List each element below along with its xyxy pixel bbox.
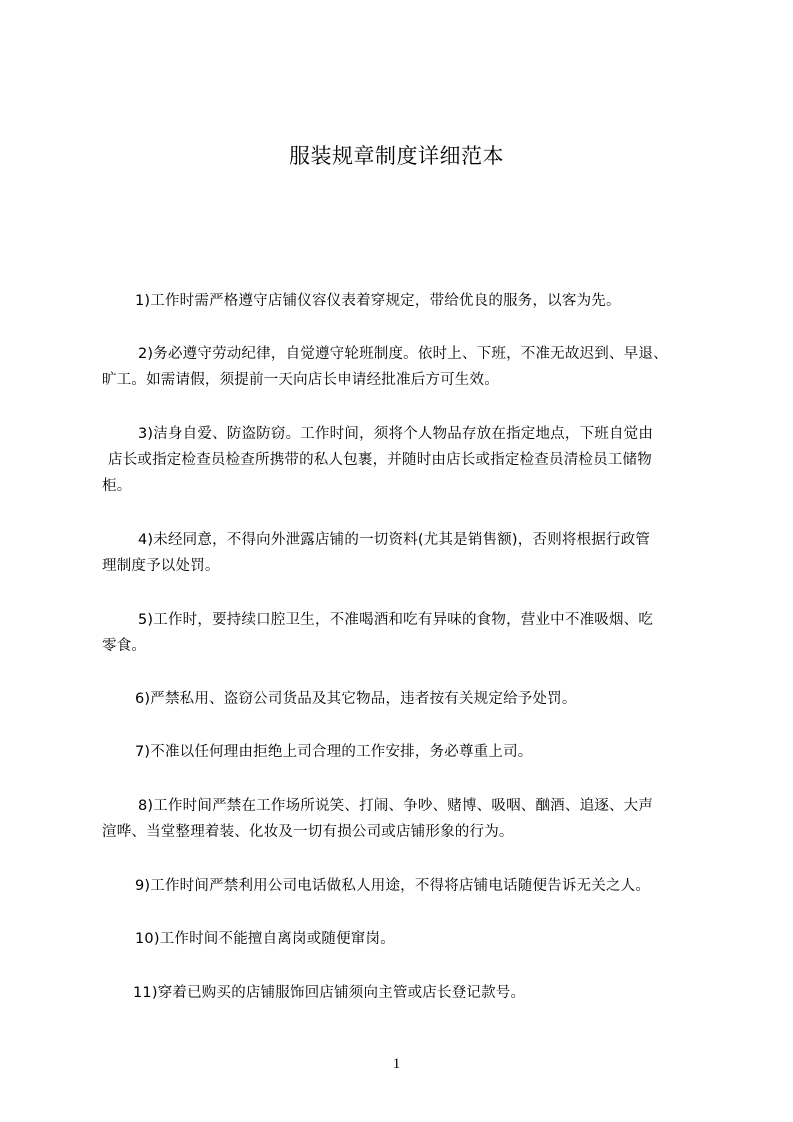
rule-10-line-1: 10)工作时间不能擅自离岗或随便窜岗。 xyxy=(135,931,395,947)
rule-11-line-1: 11)穿着已购买的店铺服饰回店铺须向主管或店长登记款号。 xyxy=(133,985,526,1001)
rule-10 xyxy=(102,926,708,952)
rule-3 xyxy=(102,421,708,499)
rule-8-line-2: 渲哗、当堂整理着装、化妆及一切有损公司或店铺形象的行为。 xyxy=(102,824,514,840)
rule-4 xyxy=(102,527,708,579)
rule-6 xyxy=(102,686,708,712)
rule-3-line-2: 店长或指定检查员检查所携带的私人包裹，并随时由店长或指定检查员清检员工储物 xyxy=(108,452,652,468)
rule-4-line-2: 理制度予以处罚。 xyxy=(102,558,220,574)
rule-5-line-1: 5)工作时，要持续口腔卫生，不准喝酒和吃有异味的食物，营业中不准吸烟、吃 xyxy=(138,612,654,628)
rule-3-line-1: 3)洁身自爱、防盗防窃。工作时间，须将个人物品存放在指定地点，下班自觉由 xyxy=(138,426,654,442)
rule-7 xyxy=(102,739,708,765)
rule-5-line-2: 零食。 xyxy=(102,638,147,654)
rule-2-line-1: 2)务必遵守劳动纪律，自觉遵守轮班制度。依时上、下班，不准无故迟到、早退、 xyxy=(138,346,668,362)
page-title: 服装规章制度详细范本 xyxy=(289,144,504,168)
rule-5 xyxy=(102,607,708,659)
page-number: 1 xyxy=(392,1056,401,1072)
rule-9-line-1: 9)工作时间严禁利用公司电话做私人用途，不得将店铺电话随便告诉无关之人。 xyxy=(135,878,651,894)
rule-3-line-3: 柜。 xyxy=(102,478,132,494)
rule-4-line-1: 4)未经同意，不得向外泄露店铺的一切资料(尤其是销售额)，否则将根据行政管 xyxy=(138,532,651,548)
rule-8-line-1: 8)工作时间严禁在工作场所说笑、打闹、争吵、赌博、吸咽、酗酒、追逐、大声 xyxy=(138,798,654,814)
rule-7-line-1: 7)不准以任何理由拒绝上司合理的工作安排，务必尊重上司。 xyxy=(135,744,533,760)
rule-8 xyxy=(102,793,708,845)
rule-2-line-2: 旷工。如需请假，须提前一天向店长申请经批准后方可生效。 xyxy=(102,372,499,388)
rule-6-line-1: 6)严禁私用、盗窃公司货品及其它物品，违者按有关规定给予处罚。 xyxy=(135,691,577,707)
rule-1 xyxy=(102,288,708,314)
rule-11 xyxy=(102,980,708,1006)
rule-1-line-1: 1)工作时需严格遵守店铺仪容仪表着穿规定，带给优良的服务，以客为先。 xyxy=(135,293,621,309)
rule-2 xyxy=(102,341,708,393)
rule-9 xyxy=(102,873,708,899)
